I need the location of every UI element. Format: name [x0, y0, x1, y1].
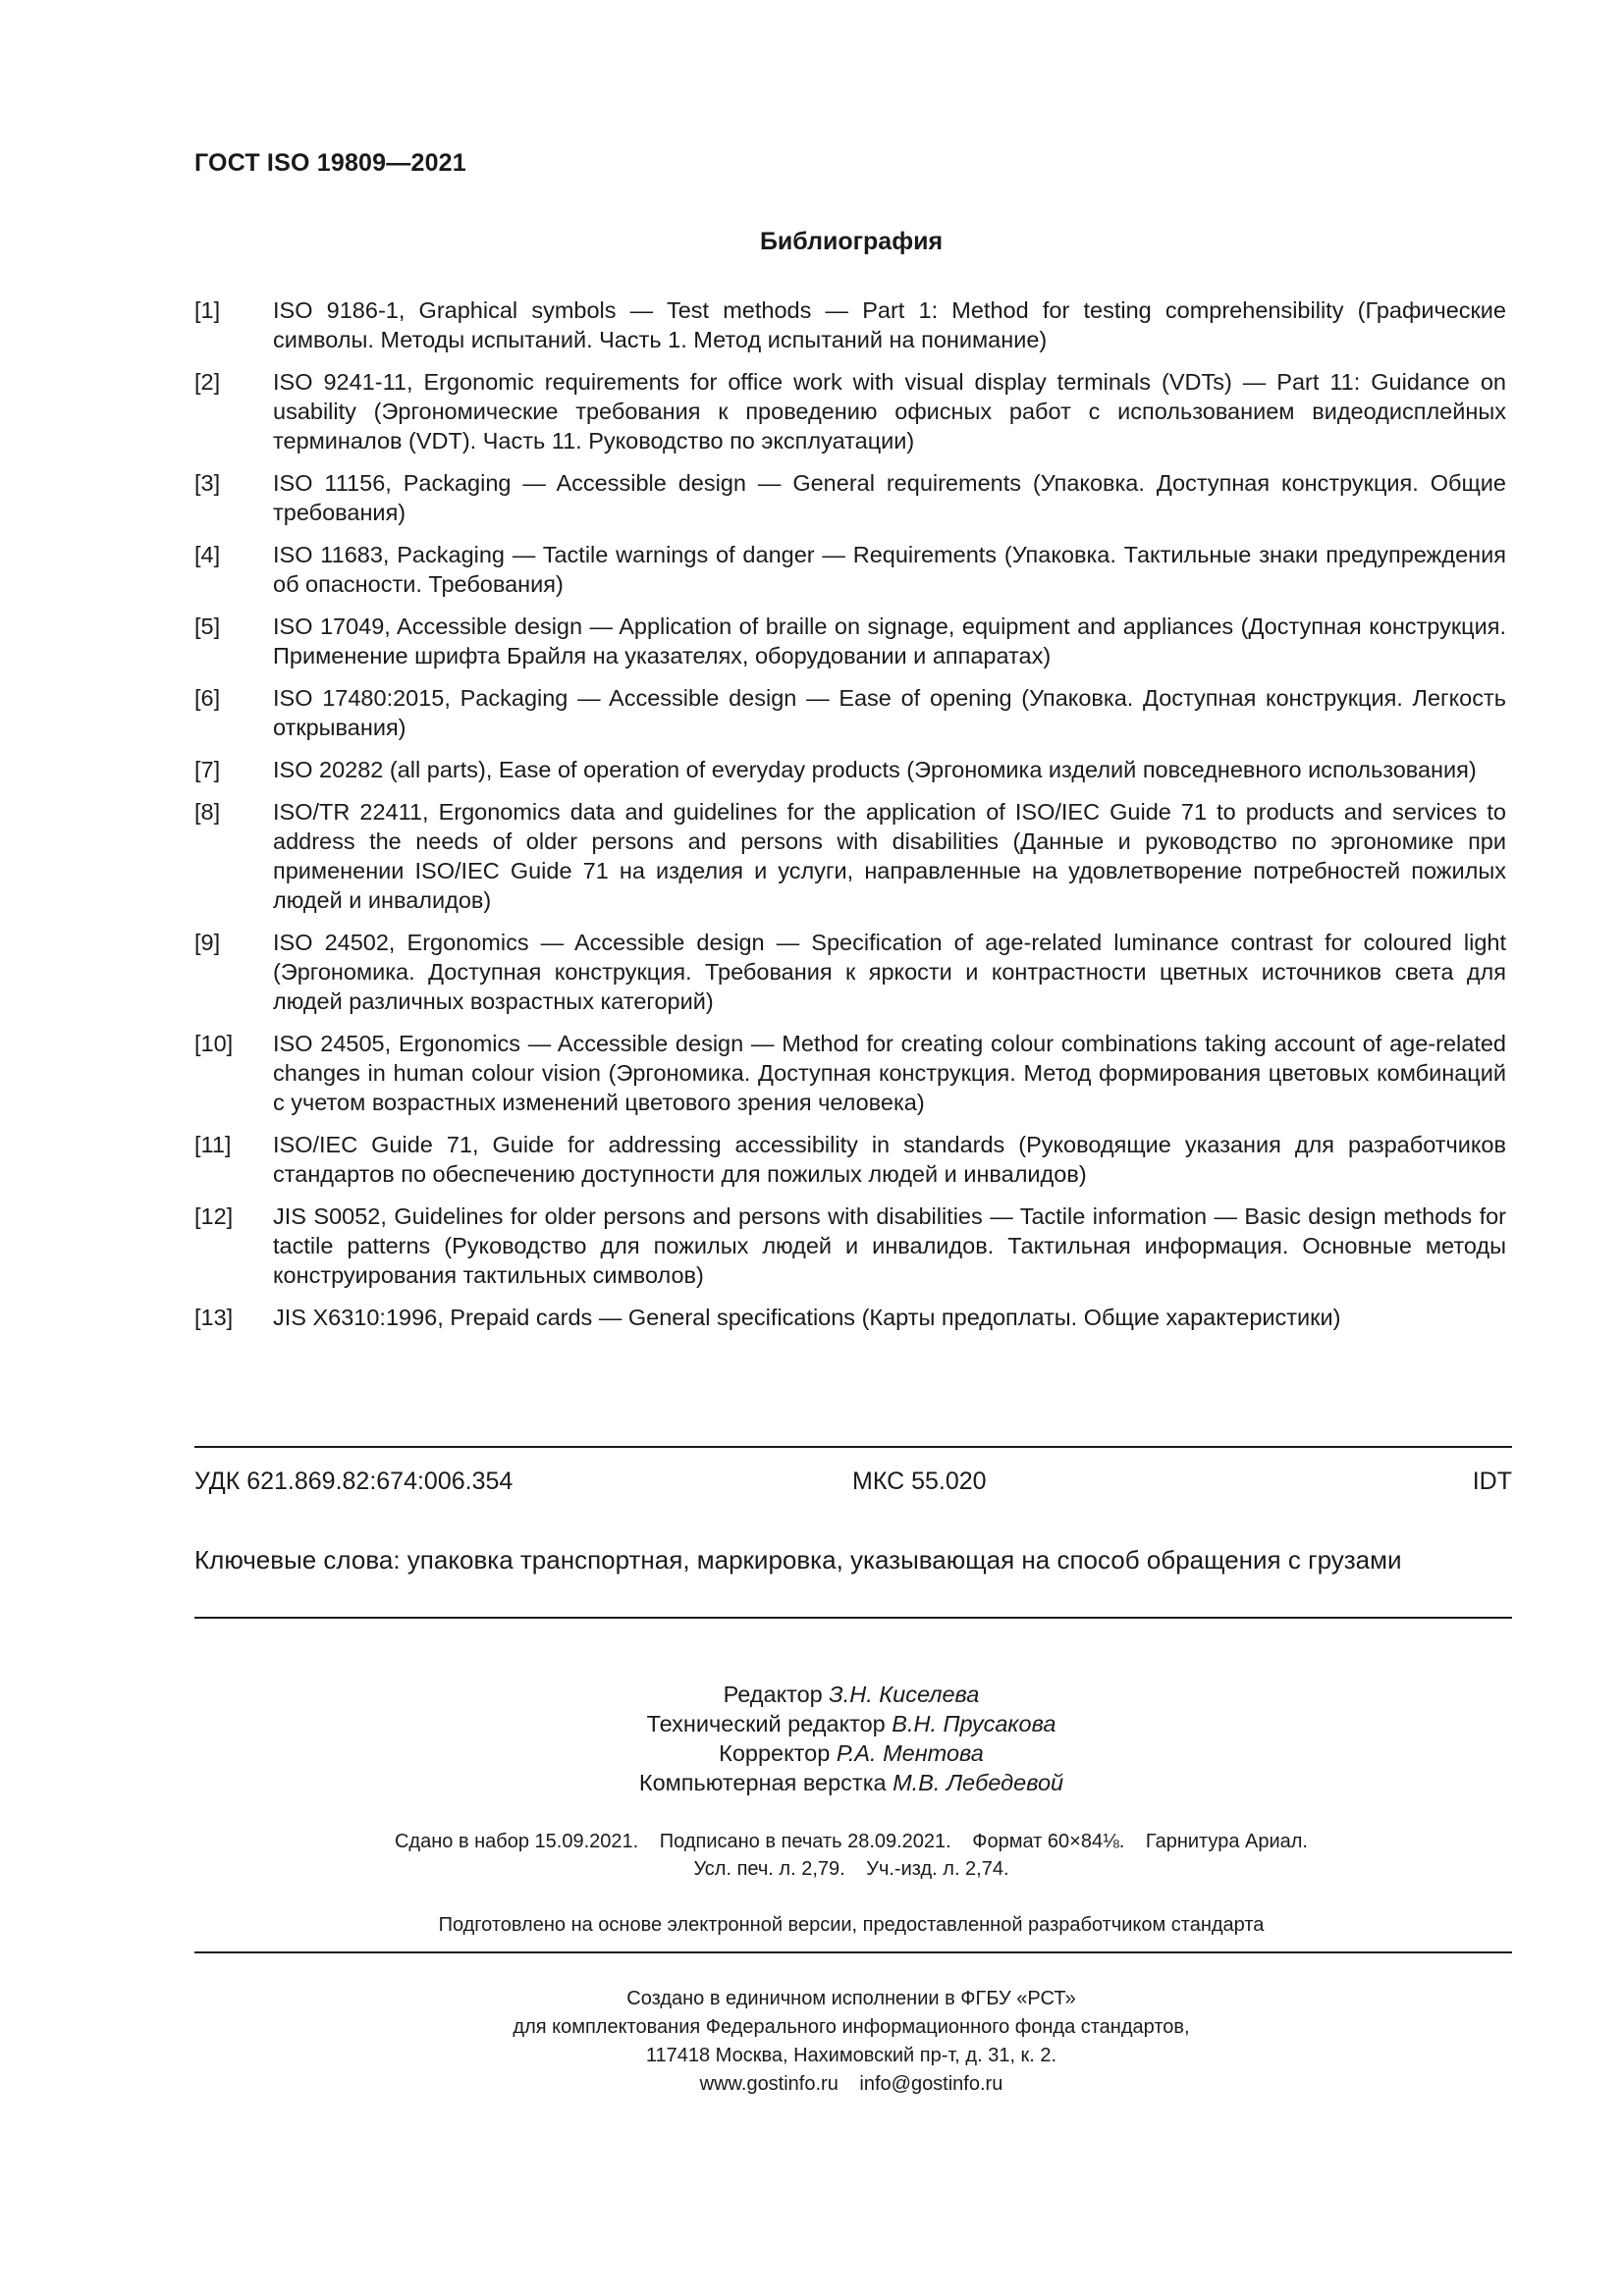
entry-number: [10] — [194, 1031, 234, 1056]
section-divider — [194, 1617, 1512, 1619]
print-info — [0, 1828, 1624, 1883]
credit-person: В.Н. Прусакова — [892, 1711, 1056, 1736]
entry-text: ISO/IEC Guide 71, Guide for addressing accessibility in standards (Руководящие указания для разработчиков стандартов по обеспечению доступности для пожилых людей и инвалидов) — [273, 1132, 1506, 1187]
section-divider — [194, 1951, 1512, 1953]
print-info-line — [0, 1828, 1624, 1855]
credit-role: Редактор — [723, 1682, 823, 1707]
bibliography-entry — [194, 295, 1506, 354]
entry-text: ISO 17049, Accessible design — Application of braille on signage, equipment and appliances (Доступная конструкция. Применение шрифта Брайля на указателях, оборудовании и аппаратах) — [273, 614, 1506, 668]
bibliography-entry — [194, 367, 1506, 455]
publisher-line: для комплектования Федерального информационного фонда стандартов, — [513, 2016, 1190, 2038]
credit-line — [0, 1768, 1624, 1797]
entry-text: ISO/TR 22411, Ergonomics data and guidelines for the application of ISO/IEC Guide 71 to products and services to address the needs of older persons and persons with disabilities (Данные и руководство по эргономике при применении ISO/IEC Guide 71 на изделия и услуги, направленные на удовлетворение потребностей пожилых людей и инвалидов) — [273, 799, 1506, 913]
print-sheets: Усл. печ. л. 2,79. — [693, 1858, 845, 1880]
email-link[interactable]: info@gostinfo.ru — [859, 2073, 1003, 2095]
publisher-contacts — [0, 2070, 1624, 2099]
entry-text: ISO 17480:2015, Packaging — Accessible design — Ease of opening (Упаковка. Доступная конструкция. Легкость открывания) — [273, 685, 1506, 740]
publisher-info — [0, 1985, 1624, 2099]
paper-format: Формат 60×84⅛. — [972, 1831, 1125, 1852]
credit-person: М.В. Лебедевой — [893, 1770, 1064, 1795]
entry-text: ISO 11683, Packaging — Tactile warnings of danger — Requirements (Упаковка. Тактильные знаки предупреждения об опасности. Требования) — [273, 542, 1506, 597]
entry-number: [6] — [194, 685, 221, 711]
credit-line — [0, 1680, 1624, 1709]
entry-text: ISO 24505, Ergonomics — Accessible design — Method for creating colour combinations taking account of age-related changes in human colour vision (Эргономика. Доступная конструкция. Метод формирования цветовых комбинаций с учетом возрастных изменений цветового зрения человека) — [273, 1031, 1506, 1115]
entry-text: JIS X6310:1996, Prepaid cards — General specifications (Карты предоплаты. Общие характеристики) — [273, 1305, 1341, 1330]
entry-number: [2] — [194, 369, 221, 395]
credit-line — [0, 1738, 1624, 1768]
idt-code: IDT — [1472, 1468, 1512, 1495]
entry-text: ISO 9241-11, Ergonomic requirements for office work with visual display terminals (VDTs) — Part 11: Guidance on usability (Эргономические требования к проведению офисных работ с использованием видеодисплейных терминалов (VDT). Часть 11. Руководство по эксплуатации) — [273, 369, 1506, 454]
entry-number: [1] — [194, 297, 221, 323]
typeface: Гарнитура Ариал. — [1145, 1831, 1308, 1852]
bibliography-entry — [194, 1303, 1506, 1332]
credit-role: Компьютерная верстка — [638, 1770, 887, 1795]
credit-person: Р.А. Ментова — [836, 1740, 984, 1766]
print-info-line — [0, 1855, 1624, 1883]
publication-sheets: Уч.-изд. л. 2,74. — [866, 1858, 1009, 1880]
section-divider — [194, 1446, 1512, 1448]
entry-number: [5] — [194, 614, 221, 639]
bibliography-entry — [194, 755, 1506, 784]
publisher-line: Создано в единичном исполнении в ФГБУ «РСТ» — [626, 1988, 1076, 2009]
document-code: ГОСТ ISO 19809—2021 — [194, 149, 466, 177]
entry-text: ISO 24502, Ergonomics — Accessible design — Specification of age-related luminance contrast for coloured light (Эргономика. Доступная конструкция. Требования к яркости и контрастности цветных источников света для людей различных возрастных категорий) — [273, 930, 1506, 1014]
credit-person: З.Н. Киселева — [829, 1682, 980, 1707]
bibliography-list — [194, 295, 1506, 1345]
entry-text: ISO 9186-1, Graphical symbols — Test methods — Part 1: Method for testing comprehensibility (Графические символы. Методы испытаний. Часть 1. Метод испытаний на понимание) — [273, 297, 1506, 352]
entry-number: [8] — [194, 799, 221, 825]
bibliography-entry — [194, 1029, 1506, 1117]
classifier-codes — [194, 1468, 1512, 1496]
entry-number: [13] — [194, 1305, 234, 1330]
mks-code: МКС 55.020 — [852, 1468, 987, 1495]
editorial-credits — [0, 1680, 1624, 1797]
entry-text: ISO 20282 (all parts), Ease of operation of everyday products (Эргономика изделий повседневного использования) — [273, 757, 1477, 782]
entry-number: [4] — [194, 542, 221, 567]
entry-text: JIS S0052, Guidelines for older persons and persons with disabilities — Tactile information — Basic design methods for tactile patterns (Руководство для пожилых людей и инвалидов. Тактильная информация. Основные методы конструирования тактильных символов) — [273, 1203, 1506, 1288]
entry-text: ISO 11156, Packaging — Accessible design — General requirements (Упаковка. Доступная конструкция. Общие требования) — [273, 470, 1506, 525]
submitted-date: Сдано в набор 15.09.2021. — [394, 1831, 639, 1852]
website-link[interactable]: www.gostinfo.ru — [699, 2073, 839, 2095]
entry-number: [9] — [194, 930, 221, 955]
keywords: Ключевые слова: упаковка транспортная, маркировка, указывающая на способ обращения с грузами — [194, 1545, 1402, 1575]
entry-number: [3] — [194, 470, 221, 496]
bibliography-entry — [194, 1201, 1506, 1290]
bibliography-entry — [194, 612, 1506, 670]
prepared-note: Подготовлено на основе электронной версии, предоставленной разработчиком стандарта — [438, 1914, 1265, 1936]
entry-number: [7] — [194, 757, 221, 782]
signed-date: Подписано в печать 28.09.2021. — [659, 1831, 951, 1852]
bibliography-entry — [194, 540, 1506, 599]
entry-number: [11] — [194, 1132, 232, 1157]
entry-number: [12] — [194, 1203, 234, 1229]
credit-line — [0, 1709, 1624, 1738]
bibliography-entry — [194, 1130, 1506, 1189]
credit-role: Корректор — [719, 1740, 831, 1766]
bibliography-entry — [194, 797, 1506, 915]
bibliography-entry — [194, 468, 1506, 527]
bibliography-title: Библиография — [759, 228, 944, 255]
udk-code: УДК 621.869.82:674:006.354 — [194, 1468, 514, 1495]
credit-role: Технический редактор — [646, 1711, 886, 1736]
bibliography-entry — [194, 928, 1506, 1016]
bibliography-entry — [194, 683, 1506, 742]
publisher-address: 117418 Москва, Нахимовский пр-т, д. 31, к. 2. — [645, 2045, 1057, 2066]
